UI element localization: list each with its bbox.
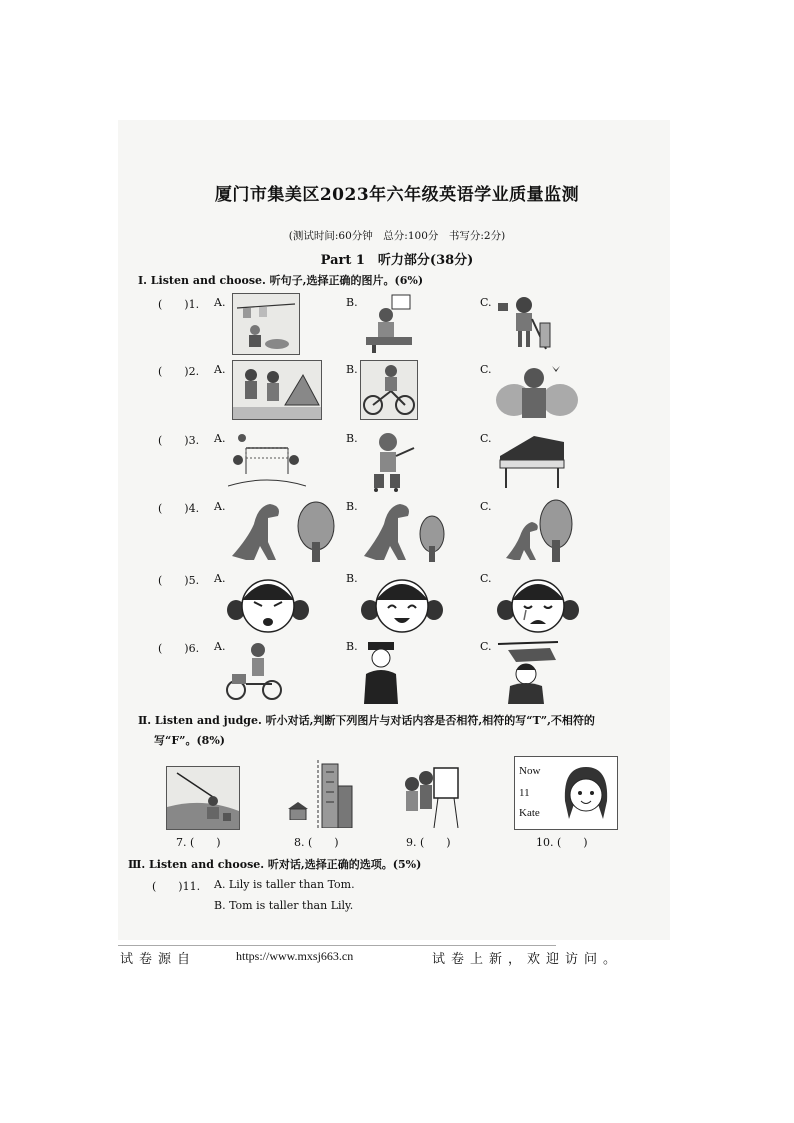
- picture-fishing: [166, 766, 240, 830]
- footer-divider: [118, 945, 556, 946]
- option-b-label: B.: [346, 572, 358, 585]
- section2-heading-cont: 写“F”。(8%): [154, 734, 225, 747]
- option-a-label: A.: [214, 296, 226, 309]
- answer-blank-8[interactable]: 8. ( ): [294, 836, 339, 849]
- picture-happy-girl: [360, 570, 444, 636]
- card-line-now: Now: [519, 765, 541, 777]
- card-line-name: Kate: [519, 807, 540, 819]
- option-c-label: C.: [480, 500, 492, 513]
- picture-riding-bike: [360, 360, 418, 420]
- picture-piano: [494, 430, 566, 490]
- option-b-label: B.: [346, 363, 358, 376]
- option-c-label: C.: [480, 432, 492, 445]
- picture-boy-in-garden: [494, 360, 578, 422]
- option-b-label: B.: [346, 640, 358, 653]
- question-11-option-b: B. Tom is taller than Lily.: [214, 899, 354, 912]
- answer-blank-9[interactable]: 9. ( ): [406, 836, 451, 849]
- picture-girl-cleaning: [494, 293, 556, 355]
- question-11-option-a: A. Lily is taller than Tom.: [214, 878, 355, 891]
- option-c-label: C.: [480, 296, 492, 309]
- exam-title: 厦门市集美区2023年六年级英语学业质量监测: [214, 185, 580, 205]
- question-number: ( )5.: [158, 574, 200, 587]
- section1-heading: Ⅰ. Listen and choose. 听句子,选择正确的图片。(6%): [138, 274, 424, 287]
- part-heading: Part 1 听力部分(38分): [320, 253, 474, 268]
- exam-info: (测试时间:60分钟 总分:100分 书写分:2分): [288, 230, 506, 242]
- picture-tall-buildings: [316, 760, 354, 828]
- footer-source-label: 试卷源自: [120, 952, 197, 967]
- option-a-label: A.: [214, 572, 226, 585]
- picture-crying-girl: [496, 570, 580, 636]
- picture-policeman: [360, 640, 402, 704]
- option-c-label: C.: [480, 640, 492, 653]
- picture-camping: [232, 360, 322, 420]
- picture-girl-face: [559, 761, 613, 825]
- picture-angry-girl: [226, 570, 310, 636]
- option-a-label: A.: [214, 500, 226, 513]
- option-a-label: A.: [214, 432, 226, 445]
- picture-dinosaur-and-tree-a: [228, 498, 336, 564]
- picture-washing-clothes: [232, 293, 300, 355]
- picture-roller-skating: [360, 430, 420, 494]
- picture-small-house: [286, 800, 310, 820]
- footer-welcome-text: 试卷上新，欢迎访问。: [432, 952, 623, 967]
- option-b-label: B.: [346, 432, 358, 445]
- option-b-label: B.: [346, 296, 358, 309]
- section3-heading: Ⅲ. Listen and choose. 听对话,选择正确的选项。(5%): [128, 858, 422, 871]
- question-11-number[interactable]: ( )11.: [152, 880, 201, 893]
- question-number: ( )4.: [158, 502, 200, 515]
- question-number: ( )3.: [158, 434, 200, 447]
- picture-children-painting: [400, 764, 462, 828]
- option-a-label: A.: [214, 363, 226, 376]
- footer-url-link[interactable]: https://www.mxsj663.cn: [236, 949, 354, 963]
- card-line-age: 11: [519, 787, 530, 799]
- question-number: ( )2.: [158, 365, 200, 378]
- picture-volleyball: [228, 430, 306, 492]
- picture-postman-motorbike: [226, 640, 284, 702]
- answer-blank-7[interactable]: 7. ( ): [176, 836, 221, 849]
- name-card: [514, 756, 618, 830]
- section2-heading: Ⅱ. Listen and judge. 听小对话,判断下列图片与对话内容是否相符,相符的写“T”,不相符的: [138, 714, 595, 727]
- picture-dinosaur-and-tree-b: [360, 498, 446, 564]
- option-a-label: A.: [214, 640, 226, 653]
- picture-dinosaur-and-tree-c: [504, 498, 574, 564]
- question-number: ( )1.: [158, 298, 200, 311]
- option-c-label: C.: [480, 363, 492, 376]
- picture-pilot-helicopter: [496, 638, 562, 704]
- option-c-label: C.: [480, 572, 492, 585]
- picture-girl-writing: [362, 293, 414, 355]
- question-number: ( )6.: [158, 642, 200, 655]
- option-b-label: B.: [346, 500, 358, 513]
- answer-blank-10[interactable]: 10. ( ): [536, 836, 588, 849]
